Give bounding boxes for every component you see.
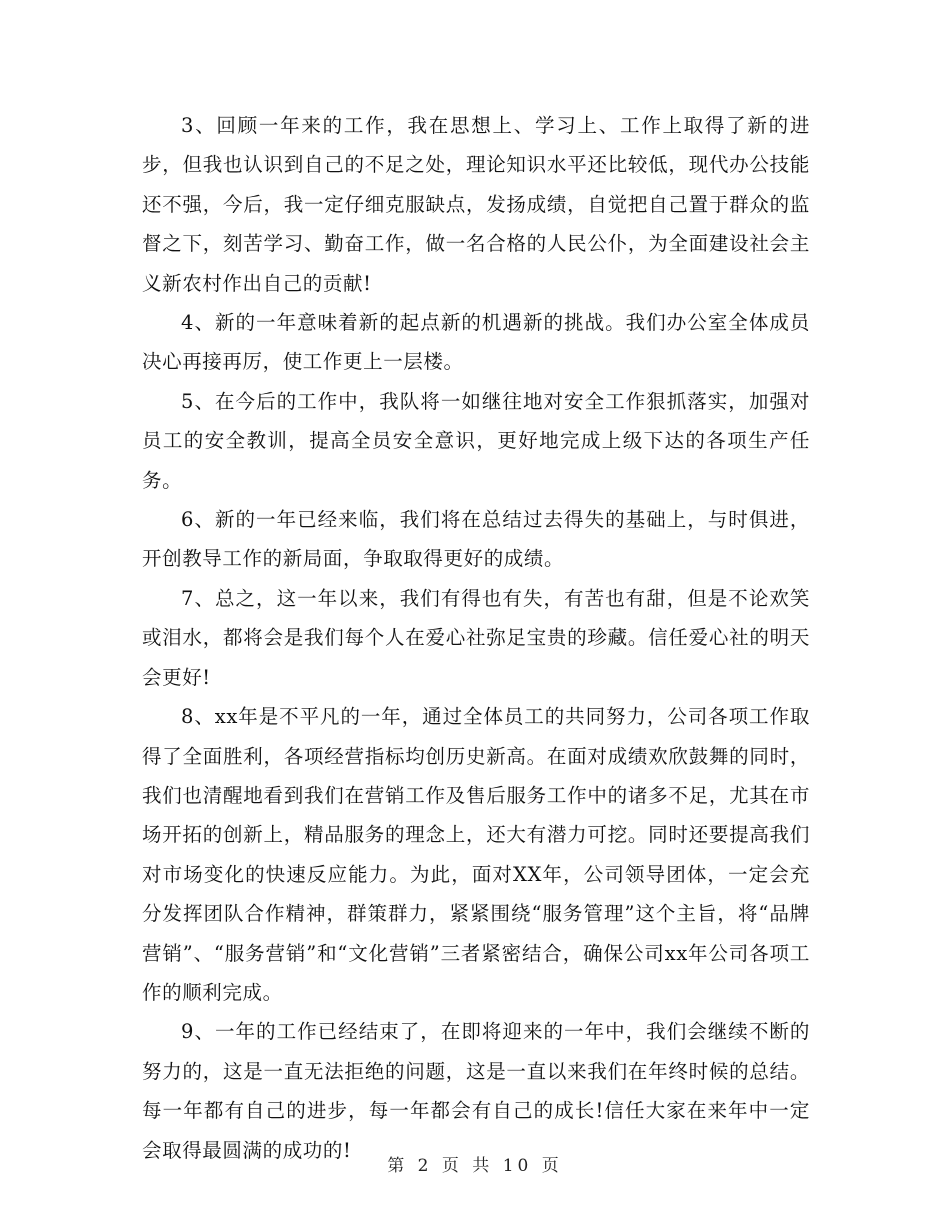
paragraph-3: 3、回顾一年来的工作，我在思想上、学习上、工作上取得了新的进步，但我也认识到自己的不足之处，理论知识水平还比较低，现代办公技能还不强，今后，我一定仔细克服缺点，发扬成绩，自觉把自己置于群众的监督之下，刻苦学习、勤奋工作，做一名合格的人民公仆，为全面建设社会主义新农村作出自己的贡献! (142, 114, 810, 295)
paragraph-5: 5、在今后的工作中，我队将一如继往地对安全工作狠抓落实，加强对员工的安全教训，提高全员安全意识，更好地完成上级下达的各项生产任务。 (142, 389, 810, 492)
paragraph-8: 8、xx年是不平凡的一年，通过全体员工的共同努力，公司各项工作取得了全面胜利，各项经营指标均创历史新高。在面对成绩欢欣鼓舞的同时，我们也清醒地看到我们在营销工作及售后服务工作中的诸多不足，尤其在市场开拓的创新上，精品服务的理念上，还大有潜力可挖。同时还要提高我们对市场变化的快速反应能力。为此，面对XX年，公司领导团体，一定会充分发挥团队合作精神，群策群力，紧紧围绕“服务管理”这个主旨，将“品牌营销”、“服务营销”和“文化营销”三者紧密结合，确保公司xx年公司各项工作的顺利完成。 (142, 705, 810, 1004)
page-number-footer: 第 2 页 共 10 页 (387, 1156, 563, 1176)
paragraph-9: 9、一年的工作已经结束了，在即将迎来的一年中，我们会继续不断的努力的，这是一直无法拒绝的问题，这是一直以来我们在年终时候的总结。每一年都有自己的进步，每一年都会有自己的成长!信任大家在来年中一定会取得最圆满的成功的! (142, 1020, 810, 1162)
document-body (142, 106, 810, 1170)
paragraph-4: 4、新的一年意味着新的起点新的机遇新的挑战。我们办公室全体成员决心再接再厉，使工作更上一层楼。 (142, 311, 810, 374)
paragraph-7: 7、总之，这一年以来，我们有得也有失，有苦也有甜，但是不论欢笑或泪水，都将会是我们每个人在爱心社弥足宝贵的珍藏。信任爱心社的明天会更好! (142, 586, 810, 689)
paragraph-6: 6、新的一年已经来临，我们将在总结过去得失的基础上，与时俱进，开创教导工作的新局面，争取取得更好的成绩。 (142, 508, 810, 571)
